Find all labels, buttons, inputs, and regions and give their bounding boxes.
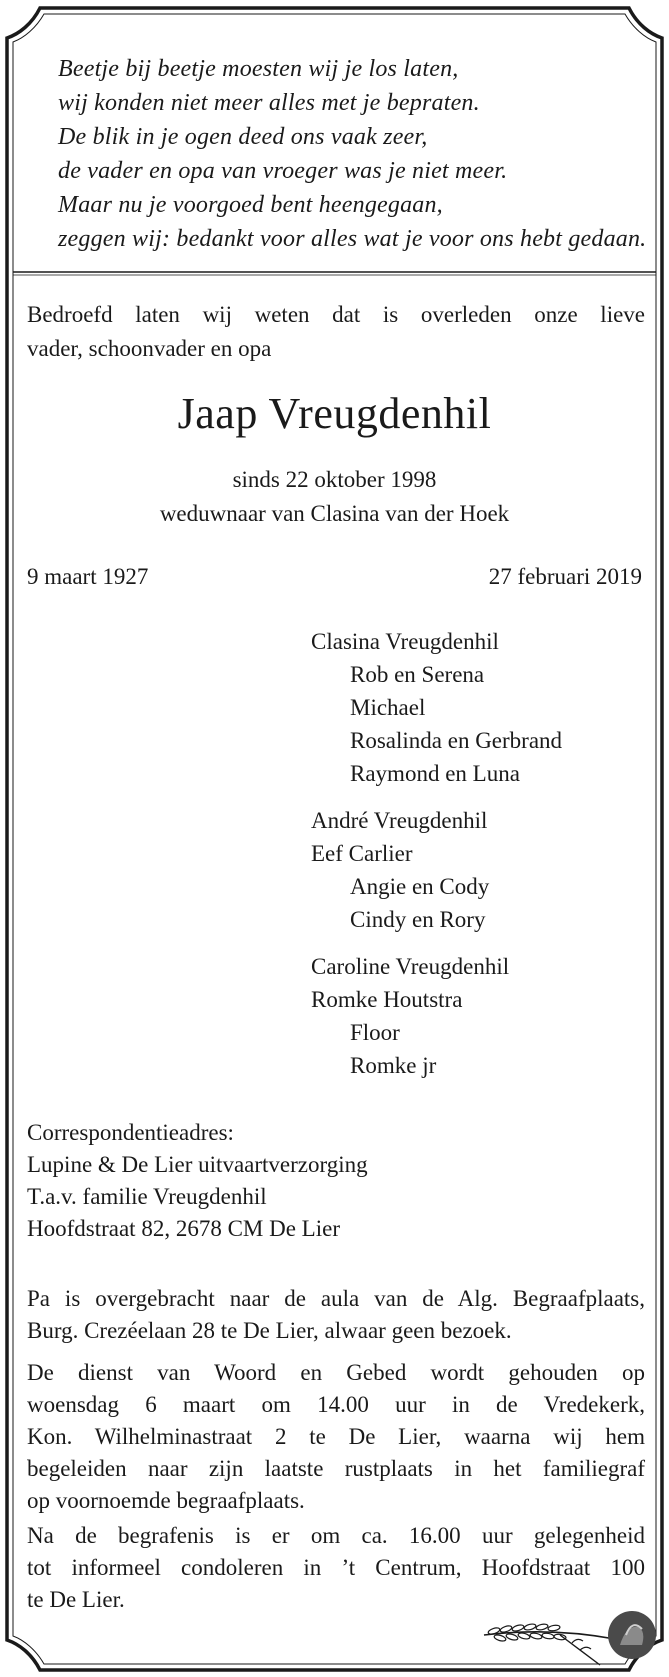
laurel-branch-icon [480, 1605, 660, 1673]
paragraph-line: Burg. Crezéelaan 28 te De Lier, alwaar geen bezoek. [27, 1318, 512, 1343]
deceased-name: Jaap Vreugdenhil [177, 389, 492, 438]
paragraph-line: woensdag 6 maart om 14.00 uur in de Vredekerk, [27, 1392, 645, 1417]
paragraph-line: De dienst van Woord en Gebed wordt gehouden op [27, 1360, 645, 1385]
grandchild: Rob en Serena [350, 662, 485, 687]
poem [58, 52, 646, 256]
paragraph-line: te De Lier. [27, 1587, 125, 1612]
family-list [311, 625, 562, 1096]
announcement-intro [27, 298, 645, 366]
paragraph-line: tot informeel condoleren in ’t Centrum, Hoofdstraat 100 [27, 1555, 645, 1580]
family-member: André Vreugdenhil [311, 808, 488, 833]
condolence-paragraph [27, 1520, 645, 1616]
grandchild: Michael [350, 695, 426, 720]
address-label: Correspondentieadres: [27, 1120, 234, 1145]
address-attention: T.a.v. familie Vreugdenhil [27, 1184, 267, 1209]
paragraph-line: Na de begrafenis is er om ca. 16.00 uur gelegenheid [27, 1523, 645, 1548]
poem-line: De blik in je ogen deed ons vaak zeer, [58, 124, 428, 150]
family-member: Caroline Vreugdenhil [311, 954, 510, 979]
poem-line: Beetje bij beetje moesten wij je los laten, [58, 56, 459, 82]
family-group [311, 950, 562, 1082]
grandchild: Rosalinda en Gerbrand [350, 728, 563, 753]
grandchild: Raymond en Luna [350, 761, 520, 786]
widower-since: sinds 22 oktober 1998 [232, 467, 437, 492]
poem-line: wij konden niet meer alles met je bepraten. [58, 90, 480, 116]
family-member: Clasina Vreugdenhil [311, 629, 499, 654]
correspondence-address [27, 1117, 368, 1245]
poem-line: Maar nu je voorgoed bent heengegaan, [58, 192, 443, 218]
grandchild: Floor [350, 1020, 400, 1045]
widower-of: weduwnaar van Clasina van der Hoek [159, 501, 510, 526]
paragraph-line: op voornoemde begraafplaats. [27, 1488, 305, 1513]
paragraph-line: Pa is overgebracht naar de aula van de Alg. Begraafplaats, [27, 1286, 645, 1311]
grandchild: Cindy en Rory [350, 907, 486, 932]
family-member: Romke Houtstra [311, 987, 463, 1012]
death-date: 27 februari 2019 [488, 564, 642, 589]
address-street: Hoofdstraat 82, 2678 CM De Lier [27, 1216, 340, 1241]
grandchild: Romke jr [350, 1053, 437, 1078]
paragraph-line: Kon. Wilhelminastraat 2 te De Lier, waarna wij hem [27, 1424, 645, 1449]
address-company: Lupine & De Lier uitvaartverzorging [27, 1152, 368, 1177]
family-member: Eef Carlier [311, 841, 413, 866]
poem-line: de vader en opa van vroeger was je niet meer. [58, 158, 508, 184]
poem-line: zeggen wij: bedankt voor alles wat je voor ons hebt gedaan. [58, 226, 647, 252]
intro-line: vader, schoonvader en opa [27, 336, 272, 361]
family-group [311, 804, 562, 936]
grandchild: Angie en Cody [350, 874, 490, 899]
transfer-paragraph [27, 1283, 645, 1347]
paragraph-line: begeleiden naar zijn laatste rustplaats in het familiegraf [27, 1456, 645, 1481]
intro-line: Bedroefd laten wij weten dat is overleden onze lieve [27, 302, 645, 327]
service-paragraph [27, 1357, 645, 1517]
family-group [311, 625, 562, 790]
birth-date: 9 maart 1927 [27, 564, 149, 589]
